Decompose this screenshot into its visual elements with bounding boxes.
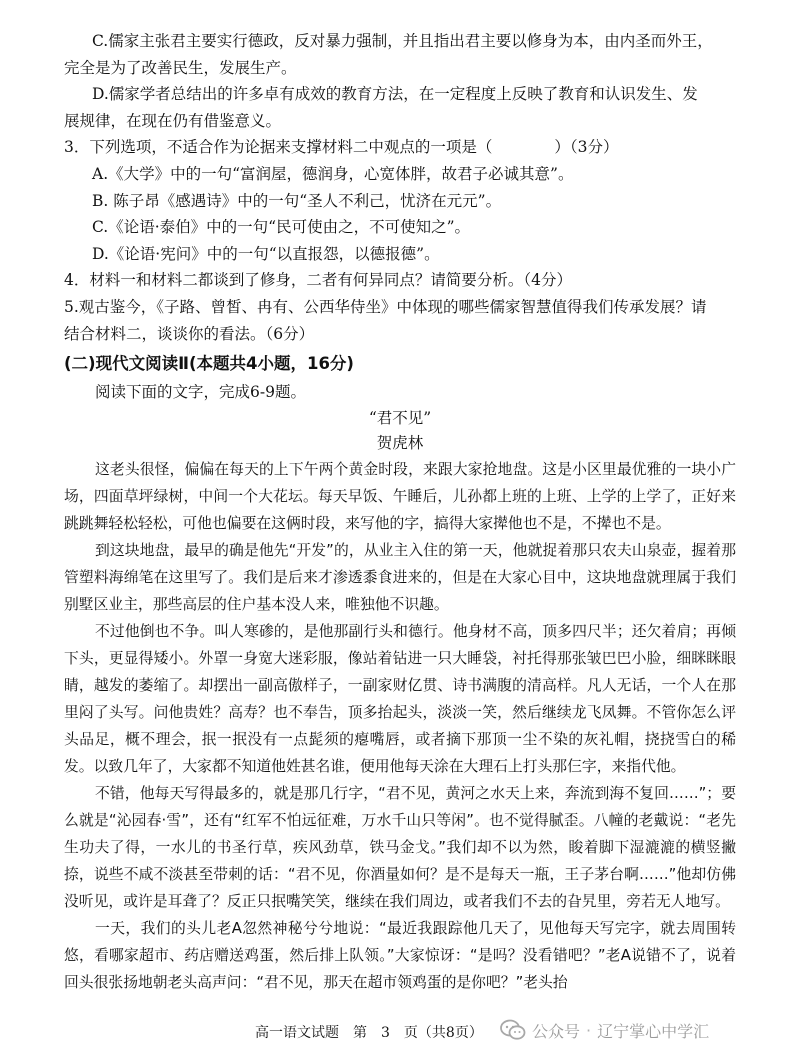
question-3-option-b: B. 陈子昂《感遇诗》中的一句“圣人不利己，忧济在元元”。 (92, 191, 502, 210)
story-paragraph-3: 不过他倒也不争。叫人寒碜的，是他那副行头和德行。他身材不高，顶多四尺半；还欠着肩；再倾下头，更显得矮小。外罩一身宽大迷彩服，像站着钻进一只大睡袋，衬托得那张皱巴巴小脸，细眯眯眼睛，越发的萎缩了。却摆出一副高傲样子，一副家财亿贯、诗书满腹的清高样。凡人无话，一个人在那里闷了头写。问他贵姓？高寿？也不奉告，顶多抬起头，淡淡一笑，然后继续龙飞凤舞。不管你怎么评头品足，概不理会，抿一抿没有一点髭须的瘪嘴唇，或者摘下那顶一尘不染的灰礼帽，挠挠雪白的稀发。以致几年了，大家都不知道他姓甚名谁，便用他每天涂在大理石上打头那仨字，来指代他。 (64, 622, 736, 775)
watermark-separator: · (586, 1020, 592, 1040)
question-4: 4．材料一和材料二都谈到了修身，二者有何异同点？请简要分析。（4分） (64, 271, 572, 290)
exam-page (64, 28, 736, 996)
page-number-label: 高一语文试题 第 3 页（共8页） (255, 1025, 483, 1041)
question-3-stem: 3．下列选项，不适合作为论据来支撑材料二中观点的一项是（ ）（3分） (64, 138, 619, 157)
question-3-option-c: C.《论语·泰伯》中的一句“民可使由之，不可使知之”。 (92, 218, 471, 237)
option-c-prev-line1: C.儒家主张君主要实行德政，反对暴力强制，并且指出君主要以修身为本，由内圣而外王， (92, 32, 713, 50)
wechat-icon (500, 1019, 526, 1041)
question-5-line2: 结合材料二，谈谈你的看法。（6分） (64, 324, 315, 343)
option-c-prev-line2: 完全是为了改善民生，发展生产。 (64, 58, 297, 77)
story-paragraph-5: 一天，我们的头儿老A忽然神秘兮兮地说：“最近我跟踪他几天了，见他每天写完字，就去周围转悠，看哪家超市、药店赠送鸡蛋，然后排上队领。”大家惊讶：“是吗？没看错吧？”老A说错不了，说着回头很张扬地朝老头高声问：“君不见，那天在超市领鸡蛋的是你吧？”老头抬 (64, 919, 736, 991)
story-title: “君不见” (368, 408, 432, 427)
section-title: (二)现代文阅读Ⅱ(本题共4小题，16分) (64, 354, 354, 374)
story-author: 贺虎林 (376, 433, 424, 452)
option-d-prev-line2: 展规律，在现在仍有借鉴意义。 (64, 111, 282, 130)
question-3-option-a: A.《大学》中的一句“富润屋，德润身，心宽体胖，故君子必诚其意”。 (92, 164, 574, 183)
question-3-option-d: D.《论语·宪问》中的一句“以直报怨，以德报德”。 (92, 244, 440, 263)
story-paragraph-4: 不错，他每天写得最多的，就是那几行字，“君不见，黄河之水天上来，奔流到海不复回……”；要么就是“沁园春·雪”，还有“红军不怕远征难，万水千山只等闲”。也不觉得腻歪。八幢的老戴说：“老先生功夫了得，一水儿的书圣行草，疾风劲草，铁马金戈。”我们却不以为然，睃着脚下湿漉漉的横竖撇捺，说些不咸不淡甚至带刺的话：“君不见，你酒量如何？是不是每天一瓶，王子茅台啊……”他却仿佛没听见，或许是耳聋了？反正只抿嘴笑笑，继续在我们周边，或者我们不去的旮旯里，旁若无人地写。 (64, 784, 736, 910)
story-paragraph-1: 这老头很怪，偏偏在每天的上下午两个黄金时段，来跟大家抢地盘。这是小区里最优雅的一块小广场，四面草坪绿树，中间一个大花坛。每天早饭、午睡后，儿孙都上班的上班、上学的上学了，正好来跳跳舞轻松轻松，可他也偏要在这俩时段，来写他的字，搞得大家撵他也不是，不撵也不是。 (64, 460, 736, 532)
watermark-platform: 公众号 (532, 1021, 581, 1041)
reading-instruction: 阅读下面的文字，完成6-9题。 (95, 383, 306, 402)
question-5-line1: 5.观古鉴今，《子路、曾皙、冉有、公西华侍坐》中体现的哪些儒家智慧值得我们传承发展？请 (64, 297, 707, 316)
story-paragraph-2: 到这块地盘，最早的确是他先“开发”的，从业主入住的第一天，他就捉着那只农夫山泉壶，握着那管塑料海绵笔在这里写了。我们是后来才渗透黍食进来的，但是在大家心目中，这块地盘就理属于我们别墅区业主，那些高层的住户基本没人来，唯独他不识趣。 (64, 541, 736, 613)
watermark (500, 1012, 709, 1048)
option-d-prev-line1: D.儒家学者总结出的许多卓有成效的教育方法，在一定程度上反映了教育和认识发生、发 (92, 85, 698, 104)
watermark-account: 辽宁掌心中学汇 (597, 1021, 710, 1041)
